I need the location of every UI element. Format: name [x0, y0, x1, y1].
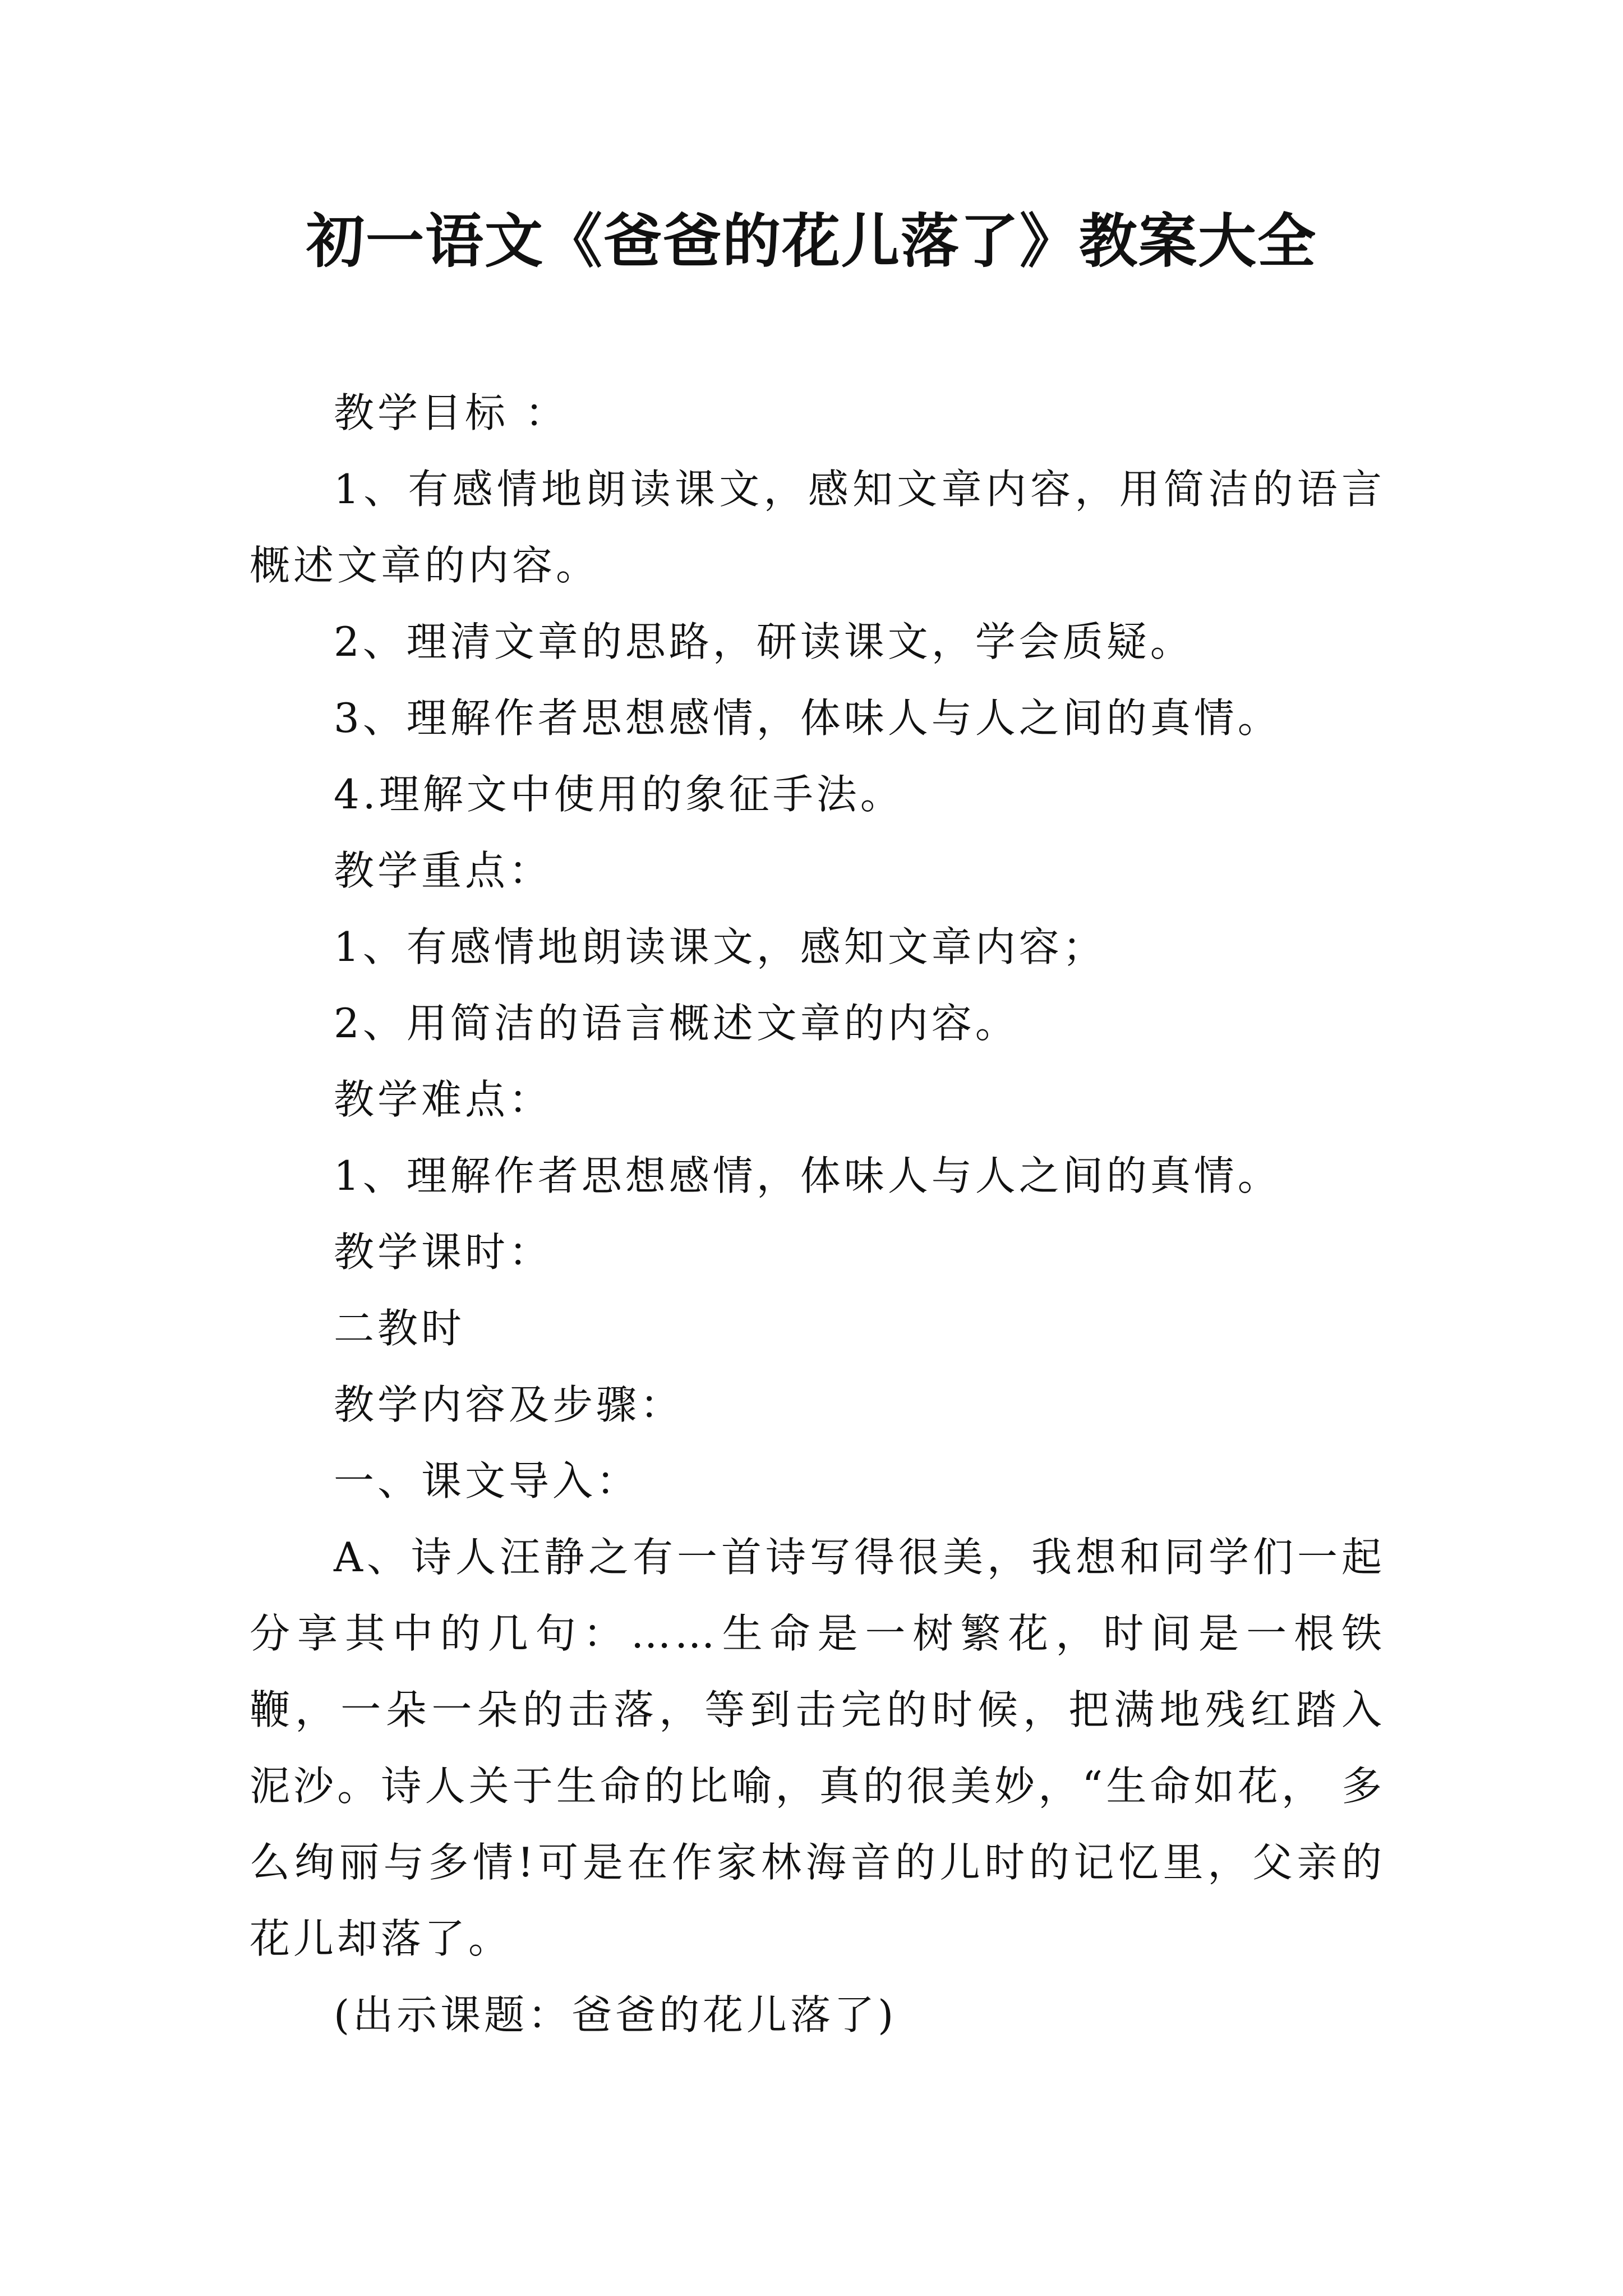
paragraph-objective-1: 1、有感情地朗读课文，感知文章内容，用简洁的语言概述文章的内容。	[250, 466, 1385, 589]
paragraph-objective-2: 2、理清文章的思路，研读课文，学会质疑。	[334, 618, 1194, 665]
paragraph-show-topic: (出示课题：爸爸的花儿落了)	[334, 1991, 897, 2039]
document-title: 初一语文《爸爸的花儿落了》教案大全	[306, 207, 1317, 275]
paragraph-class-hours-heading: 教学课时：	[334, 1228, 553, 1276]
paragraph-objective-4: 4.理解文中使用的象征手法。	[334, 771, 904, 818]
paragraph-section-intro: 一、课文导入：	[334, 1457, 640, 1504]
paragraph-key-points-heading: 教学重点：	[334, 847, 553, 894]
paragraph-key-point-2: 2、用简洁的语言概述文章的内容。	[334, 1000, 1019, 1047]
document-body	[250, 375, 1385, 2053]
paragraph-objective-3: 3、理解作者思想感情，体味人与人之间的真情。	[334, 694, 1281, 742]
paragraph-objectives-heading: 教学目标 ：	[334, 389, 569, 436]
paragraph-key-point-1: 1、有感情地朗读课文，感知文章内容；	[334, 923, 1106, 970]
paragraph-difficulty-heading: 教学难点：	[334, 1076, 553, 1123]
paragraph-difficulty-1: 1、理解作者思想感情，体味人与人之间的真情。	[334, 1152, 1281, 1199]
paragraph-steps-heading: 教学内容及步骤：	[334, 1381, 684, 1428]
paragraph-class-hours: 二教时	[334, 1305, 465, 1352]
paragraph-intro-a: A、诗人汪静之有一首诗写得很美，我想和同学们一起分享其中的几句：……生命是一树繁花，时间是一根铁鞭，一朵一朵的击落，等到击完的时候，把满地残红踏入泥沙。诗人关于生命的比喻，真的很美妙，“生命如花， 多么绚丽与多情!可是在作家林海音的儿时的记忆里，父亲的花儿却落了。	[250, 1534, 1385, 1962]
